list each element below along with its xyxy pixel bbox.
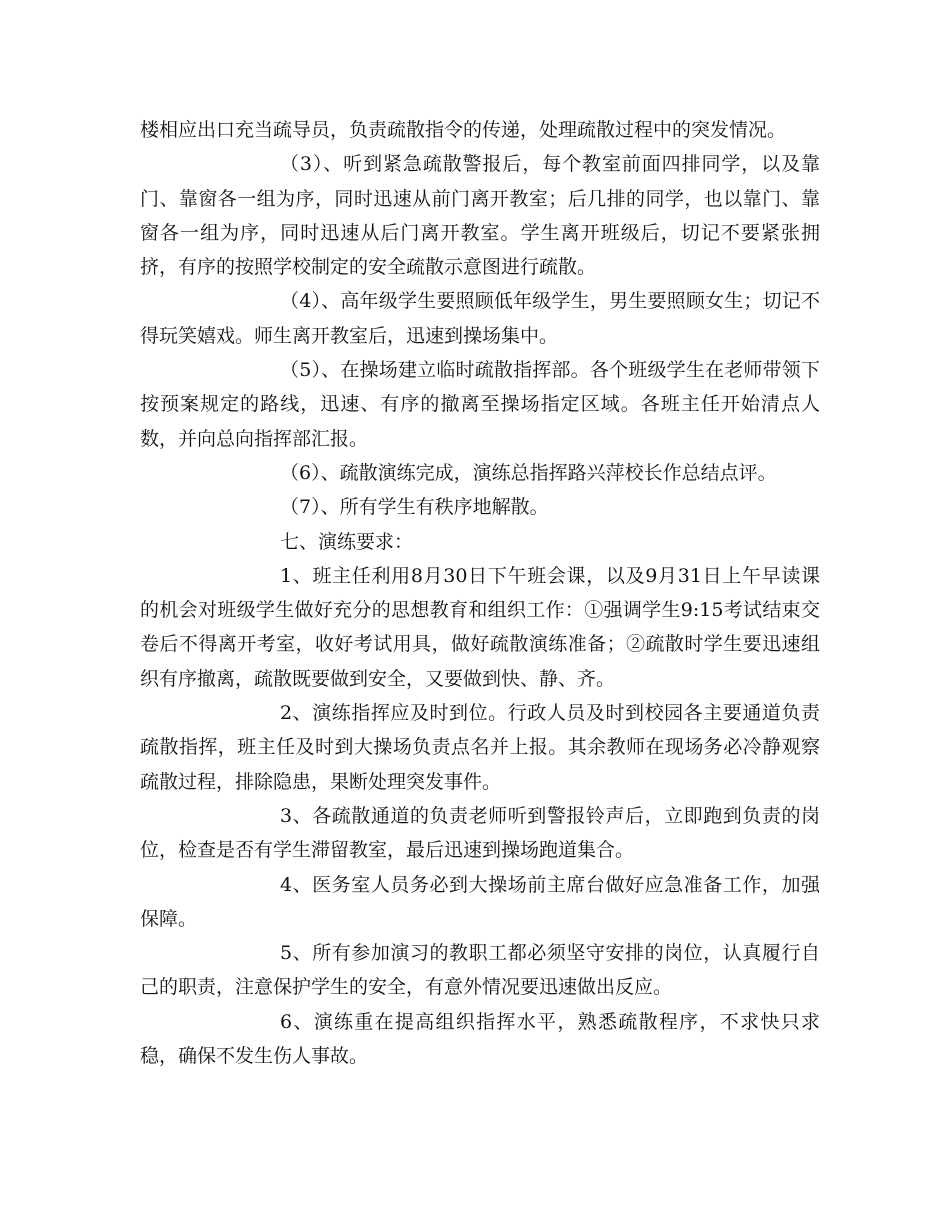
paragraph-evacuation-step-7: （7）、所有学生有秩序地解散。 — [280, 496, 549, 519]
paragraph-requirement-3: 3、各疏散通道的负责老师听到警报铃声后，立即跑到负责的岗位，检查是否有学生滞留教室，最后迅速到操场跑道集合。 — [140, 804, 820, 862]
paragraph-evacuation-step-3: （3）、听到紧急疏散警报后，每个教室前面四排同学，以及靠门、靠窗各一组为序，同时迅速从前门离开教室；后几排的同学，也以靠门、靠窗各一组为序，同时迅速从后门离开教室。学生离开班级后，切记不要紧张拥挤，有序的按照学校制定的安全疏散示意图进行疏散。 — [140, 153, 820, 279]
paragraph-evacuation-step-6: （6）、疏散演练完成，演练总指挥路兴萍校长作总结点评。 — [280, 461, 777, 484]
paragraph-evacuation-step-4: （4）、高年级学生要照顾低年级学生，男生要照顾女生；切记不得玩笑嬉戏。师生离开教室后，迅速到操场集中。 — [140, 290, 820, 347]
paragraph-requirement-4: 4、医务室人员务必到大操场前主席台做好应急准备工作，加强保障。 — [140, 873, 820, 930]
paragraph-evacuation-step-5: （5）、在操场建立临时疏散指挥部。各个班级学生在老师带领下按预案规定的路线，迅速、有序的撤离至操场指定区域。各班主任开始清点人数，并向总向指挥部汇报。 — [140, 359, 820, 450]
paragraph-requirement-2: 2、演练指挥应及时到位。行政人员及时到校园各主要通道负责疏散指挥，班主任及时到大操场负责点名并上报。其余教师在现场务必冷静观察疏散过程，排除隐患，果断处理突发事件。 — [140, 702, 820, 793]
paragraph-requirement-6: 6、演练重在提高组织指挥水平，熟悉疏散程序，不求快只求稳，确保不发生伤人事故。 — [140, 1010, 820, 1068]
section-heading-requirements: 七、演练要求： — [280, 530, 414, 553]
paragraph-continuation: 楼相应出口充当疏导员，负责疏散指令的传递，处理疏散过程中的突发情况。 — [140, 119, 787, 141]
document-body — [140, 113, 820, 1073]
paragraph-requirement-1: 1、班主任利用8月30日下午班会课，以及9月31日上午早读课的机会对班级学生做好充分的思想教育和组织工作：①强调学生9:15考试结束交卷后不得离开考室，收好考试用具，做好疏散演练准备；②疏散时学生要迅速组织有序撤离，疏散既要做到安全，又要做到快、静、齐。 — [140, 564, 820, 690]
paragraph-requirement-5: 5、所有参加演习的教职工都必须坚守安排的岗位，认真履行自己的职责，注意保护学生的安全，有意外情况要迅速做出反应。 — [140, 942, 820, 999]
